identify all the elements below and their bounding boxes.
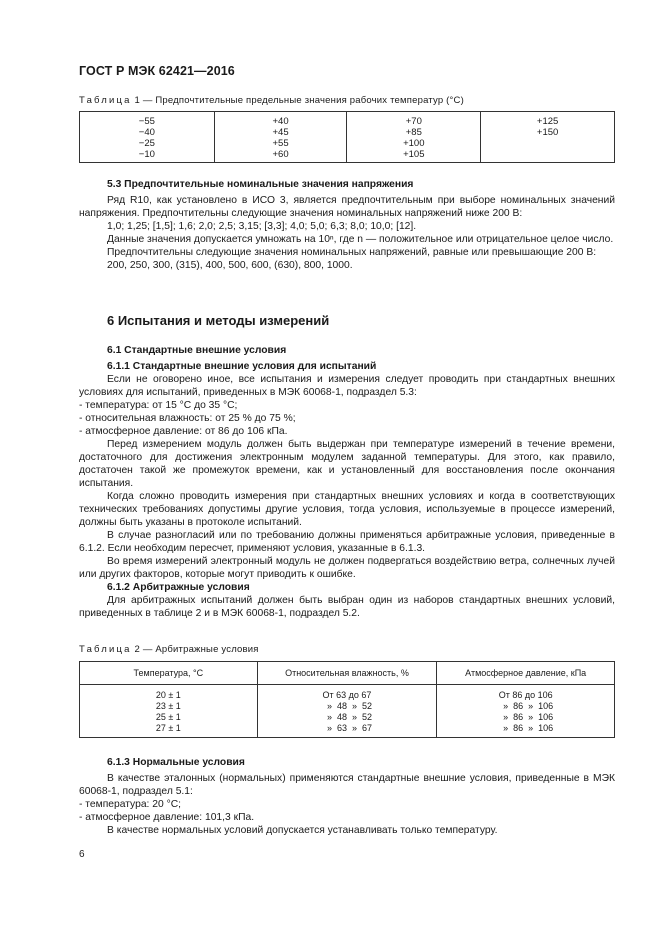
paragraph: В качестве нормальных условий допускается устанавливать только температуру. xyxy=(107,825,498,836)
section-heading: 6.1.3 Нормальные условия xyxy=(107,757,245,768)
list-item: - атмосферное давление: 101,3 кПа. xyxy=(79,812,255,823)
section-heading: 6.1.2 Арбитражные условия xyxy=(107,582,250,593)
table1-col: +40 +45 +55 +60 xyxy=(214,112,347,163)
table-row: 23 ± 1 » 48 » 52 » 86 » 106 xyxy=(80,701,615,712)
table-row: 25 ± 1 » 48 » 52 » 86 » 106 xyxy=(80,712,615,723)
list-item: - температура: 20 °С; xyxy=(79,799,181,810)
page-number: 6 xyxy=(79,849,85,860)
table2-header: Относительная влажность, % xyxy=(257,662,437,685)
table2-arbitration xyxy=(79,661,615,738)
paragraph: Во время измерений электронный модуль не должен подвергаться воздействию ветра, солнечных лучей или других факторов, которые могут приводить к ошибке. xyxy=(79,556,615,580)
paragraph: Предпочтительны следующие значения номинальных напряжений, равные или превышающие 200 В: xyxy=(107,247,597,258)
paragraph: 200, 250, 300, (315), 400, 500, 600, (630), 800, 1000. xyxy=(107,260,353,271)
paragraph: В качестве эталонных (нормальных) применяются стандартные внешние условия, приведенные в МЭК 60068-1, подраздел 5.1: xyxy=(79,773,615,797)
table2-caption: Таблица 2 — Арбитражные условия xyxy=(79,644,259,655)
table-row: 27 ± 1 » 63 » 67 » 86 » 106 xyxy=(80,723,615,738)
table1-col: +125 +150 xyxy=(481,112,615,163)
section-6-1-3 xyxy=(79,756,615,837)
section-6 xyxy=(79,314,615,327)
paragraph: В случае разногласий или по требованию должны применяться арбитражные условия, приведенные в 6.1.2. Если необходим пересчет, применяют условия, указанные в 6.1.3. xyxy=(79,530,615,554)
section-heading: 6.1.1 Стандартные внешние условия для испытаний xyxy=(107,361,377,372)
table2-header: Атмосферное давление, кПа xyxy=(437,662,615,685)
paragraph: Перед измерением модуль должен быть выдержан при температуре измерений в течение времени, достаточного для достижения электронным модулем заданной температуры. Для этого, как правило, достаточен такой же промежуток времени, как и установленный для восстановления после окончания испытания. xyxy=(79,439,615,489)
section-heading: 6 Испытания и методы измерений xyxy=(107,313,330,328)
section-6-1 xyxy=(79,344,615,620)
list-item: - температура: от 15 °С до 35 °С; xyxy=(79,400,238,411)
table1-col: −55 −40 −25 −10 xyxy=(80,112,215,163)
section-heading: 6.1 Стандартные внешние условия xyxy=(107,345,287,356)
table2-header: Температура, °С xyxy=(80,662,258,685)
paragraph: Ряд R10, как установлено в ИСО 3, является предпочтительным при выборе номинальных значений напряжения. Предпочтительны следующие значения номинальных напряжений ниже 200 В: xyxy=(79,195,615,219)
table1-col: +70 +85 +100 +105 xyxy=(347,112,481,163)
paragraph: Данные значения допускается умножать на 10ⁿ, где n — положительное или отрицательное целое число. xyxy=(107,234,614,245)
list-item: - относительная влажность: от 25 % до 75 %; xyxy=(79,413,296,424)
paragraph: Для арбитражных испытаний должен быть выбран один из наборов стандартных внешних условий, приведенных в таблице 2 и в МЭК 60068-1, подраздел 5.2. xyxy=(79,595,615,619)
list-item: - атмосферное давление: от 86 до 106 кПа. xyxy=(79,426,288,437)
paragraph: 1,0; 1,25; [1,5]; 1,6; 2,0; 2,5; 3,15; [3,3]; 4,0; 5,0; 6,3; 8,0; 10,0; [12]. xyxy=(107,221,417,232)
table1-caption: Таблица 1 — Предпочтительные предельные значения рабочих температур (°C) xyxy=(79,95,464,106)
section-5-3 xyxy=(79,178,615,272)
table1-temperatures xyxy=(79,111,615,163)
paragraph: Когда сложно проводить измерения при стандартных внешних условиях и когда в соответствующих технических требованиях допустимы другие условия, тогда условия, используемые в процессе измерений, должны быть указаны в протоколе испытаний. xyxy=(79,491,615,528)
section-heading: 5.3 Предпочтительные номинальные значения напряжения xyxy=(107,179,414,190)
standard-header: ГОСТ Р МЭК 62421—2016 xyxy=(79,64,235,78)
table-row: 20 ± 1 От 63 до 67 От 86 до 106 xyxy=(80,685,615,702)
paragraph: Если не оговорено иное, все испытания и измерения следует проводить при стандартных внешних условиях для испытаний, приведенных в МЭК 60068-1, подраздел 5.3: xyxy=(79,374,615,398)
